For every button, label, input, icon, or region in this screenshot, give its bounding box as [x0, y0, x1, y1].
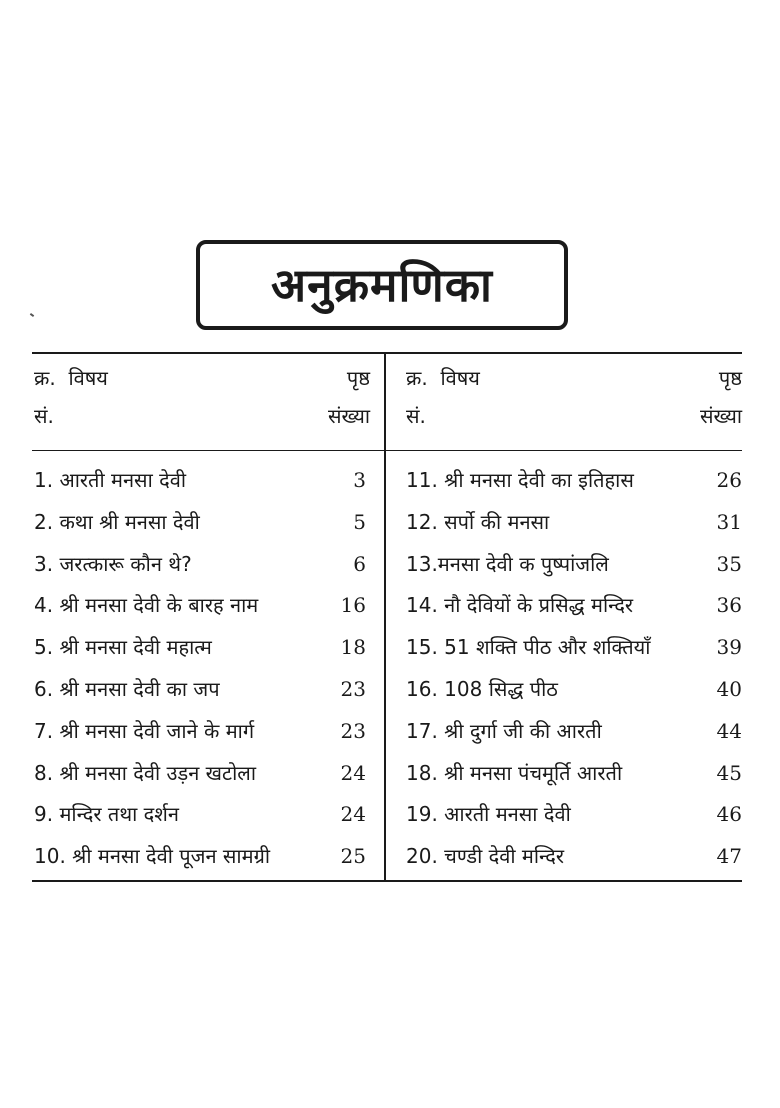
toc-entry-title: 8. श्री मनसा देवी उड़न खटोला: [34, 760, 257, 785]
page-title: अनुक्रमणिका: [271, 258, 493, 312]
toc-entry[interactable]: [34, 631, 370, 673]
serial-label: क्र.: [406, 366, 428, 390]
column-header-serial-subject: [406, 368, 480, 388]
toc-entry-page: 36: [716, 593, 742, 618]
toc-entry-title: 11. श्री मनसा देवी का इतिहास: [406, 468, 634, 492]
toc-entry-page: 23: [340, 676, 366, 701]
toc-entry-page: 16: [340, 593, 366, 618]
toc-entry-page: 45: [716, 760, 742, 785]
toc-entry-page: 26: [716, 468, 742, 492]
toc-entry[interactable]: [406, 840, 742, 882]
toc-entry[interactable]: [34, 757, 370, 799]
toc-entry-page: 5: [353, 509, 366, 534]
toc-entry-list: [406, 464, 742, 882]
serial-number-label: सं.: [34, 404, 54, 428]
toc-entry[interactable]: [406, 673, 742, 715]
toc-entry[interactable]: [34, 548, 370, 590]
toc-entry-page: 18: [340, 635, 366, 660]
toc-entry-page: 47: [716, 844, 742, 869]
toc-entry-page: 35: [716, 551, 742, 576]
toc-entry-page: 40: [716, 676, 742, 701]
toc-entry-page: 44: [716, 718, 742, 743]
toc-entry-title: 14. नौ देवियों के प्रसिद्ध मन्दिर: [406, 593, 634, 618]
stray-ink-mark: [30, 313, 34, 317]
toc-entry-title: 16. 108 सिद्ध पीठ: [406, 676, 558, 701]
toc-entry-title: 15. 51 शक्ति पीठ और शक्तियाँ: [406, 635, 651, 660]
title-box: [196, 240, 568, 330]
toc-entry-title: 20. चण्डी देवी मन्दिर: [406, 844, 564, 869]
toc-entry[interactable]: [34, 589, 370, 631]
toc-entry[interactable]: [406, 589, 742, 631]
page-number-label: संख्या: [328, 404, 370, 428]
toc-entry-title: 2. कथा श्री मनसा देवी: [34, 509, 200, 534]
toc-entry-title: 12. सर्पो की मनसा: [406, 509, 550, 534]
toc-entry-title: 6. श्री मनसा देवी का जप: [34, 676, 220, 701]
toc-entry[interactable]: [34, 798, 370, 840]
toc-entry[interactable]: [34, 464, 370, 506]
toc-entry-title: 17. श्री दुर्गा जी की आरती: [406, 718, 602, 743]
toc-entry-title: 3. जरत्कारू कौन थे?: [34, 551, 192, 576]
toc-entry-title: 18. श्री मनसा पंचमूर्ति आरती: [406, 760, 623, 785]
toc-entry-page: 39: [716, 635, 742, 660]
toc-entry-page: 6: [353, 551, 366, 576]
page-number-label: संख्या: [700, 404, 742, 428]
toc-entry[interactable]: [34, 673, 370, 715]
toc-entry-title: 13.मनसा देवी क पुष्पांजलि: [406, 551, 609, 576]
toc-entry[interactable]: [34, 840, 370, 882]
toc-entry[interactable]: [406, 548, 742, 590]
toc-entry-page: 25: [340, 844, 366, 869]
toc-entry[interactable]: [406, 464, 742, 506]
toc-entry[interactable]: [34, 506, 370, 548]
subject-label: विषय: [440, 366, 480, 390]
table-header-rule: [32, 450, 742, 451]
toc-entry-title: 10. श्री मनसा देवी पूजन सामग्री: [34, 844, 271, 869]
toc-entry-page: 24: [340, 802, 366, 827]
subject-label: विषय: [68, 366, 108, 390]
toc-entry[interactable]: [406, 631, 742, 673]
page-label: पृष्ठ: [718, 366, 742, 390]
toc-entry-page: 31: [716, 509, 742, 534]
serial-label: क्र.: [34, 366, 56, 390]
toc-entry-page: 46: [716, 802, 742, 827]
toc-entry-title: 7. श्री मनसा देवी जाने के मार्ग: [34, 718, 255, 743]
toc-entry[interactable]: [406, 715, 742, 757]
toc-entry-title: 1. आरती मनसा देवी: [34, 468, 187, 492]
toc-entry-page: 3: [353, 468, 366, 492]
toc-entry-title: 5. श्री मनसा देवी महात्म: [34, 635, 212, 660]
serial-number-label: सं.: [406, 404, 426, 428]
table-top-rule: [32, 352, 742, 354]
page-label: पृष्ठ: [346, 366, 370, 390]
toc-entry-title: 19. आरती मनसा देवी: [406, 802, 571, 827]
toc-entry-page: 23: [340, 718, 366, 743]
toc-entry[interactable]: [406, 506, 742, 548]
column-header-serial-subject: [34, 368, 108, 388]
toc-entry[interactable]: [406, 757, 742, 799]
toc-entry-list: [34, 464, 370, 882]
toc-entry-page: 24: [340, 760, 366, 785]
toc-entry[interactable]: [406, 798, 742, 840]
toc-entry-title: 4. श्री मनसा देवी के बारह नाम: [34, 593, 259, 618]
column-divider: [384, 352, 386, 882]
toc-entry-title: 9. मन्दिर तथा दर्शन: [34, 802, 179, 827]
toc-entry[interactable]: [34, 715, 370, 757]
